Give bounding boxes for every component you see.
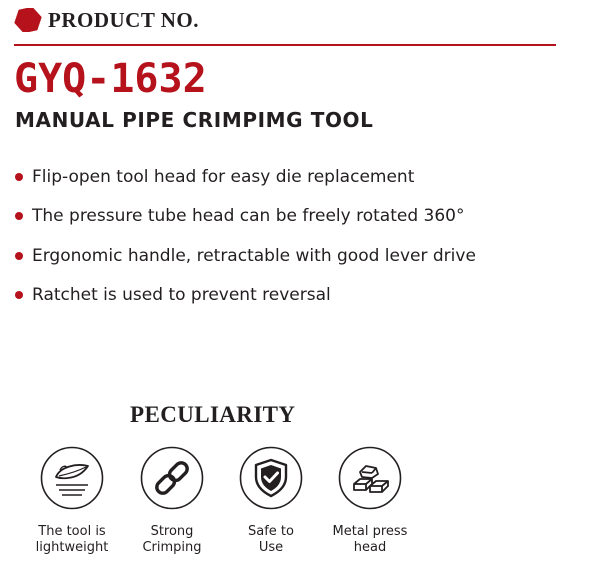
feature-label: Metal press head	[332, 524, 408, 555]
feature-label: Safe to Use	[248, 524, 294, 555]
bullet-icon	[15, 252, 23, 260]
model-number: GYQ-1632	[14, 56, 207, 102]
bullet-icon	[15, 291, 23, 299]
feature-item	[15, 157, 476, 197]
hexagon-badge-icon	[14, 8, 42, 32]
peculiarity-title: PECULIARITY	[130, 402, 296, 427]
product-name: MANUAL PIPE CRIMPIMG TOOL	[15, 108, 374, 132]
bullet-icon	[15, 212, 23, 220]
chain-link-icon	[140, 446, 204, 510]
feature-text: Ratchet is used to prevent reversal	[32, 285, 331, 306]
feature-lightweight	[17, 446, 127, 556]
feature-metal-press-head	[315, 446, 425, 556]
feature-label: The tool is lightweight	[35, 524, 109, 555]
bullet-icon	[15, 173, 23, 181]
peculiarity-icons	[0, 446, 600, 573]
header-divider	[14, 44, 556, 46]
feature-list	[15, 157, 476, 315]
feature-text: The pressure tube head can be freely rotated 360°	[32, 206, 465, 227]
feature-text: Flip-open tool head for easy die replacement	[32, 166, 415, 187]
product-number-label: PRODUCT NO.	[48, 8, 199, 32]
feature-item	[15, 276, 476, 316]
metal-ingots-icon	[338, 446, 402, 510]
feature-item	[15, 236, 476, 276]
feature-item	[15, 197, 476, 237]
product-number-header	[14, 8, 199, 32]
feature-text: Ergonomic handle, retractable with good lever drive	[32, 245, 476, 266]
shield-check-icon	[239, 446, 303, 510]
feather-lightweight-icon	[40, 446, 104, 510]
feature-strong-crimping	[117, 446, 227, 556]
feature-safe-to-use	[216, 446, 326, 556]
feature-label: Strong Crimping	[142, 524, 202, 555]
